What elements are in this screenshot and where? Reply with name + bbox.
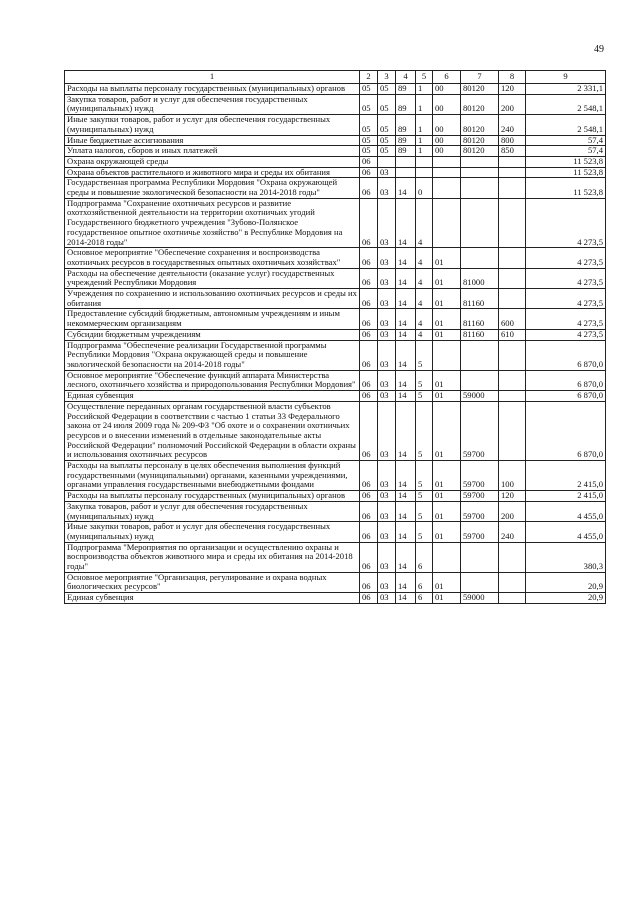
subsection-code-cell: 03: [378, 248, 396, 268]
expense-type-code-cell: [499, 178, 526, 198]
item-name-cell: Расходы на выплаты персоналу государственных (муниципальных) органов: [65, 84, 360, 95]
item-name-cell: Закупка товаров, работ и услуг для обеспечения государственных (муниципальных) нужд: [65, 94, 360, 114]
table-row: [65, 501, 606, 521]
item-name-cell: Подпрограмма "Обеспечение реализации Государственной программы Республики Мордовия "Охрана окружающей среды и повышение экологической безопасности на 2014-2018 годы": [65, 340, 360, 370]
section-code-cell: 06: [360, 401, 378, 460]
table-row: [65, 461, 606, 491]
header-cell: 2: [360, 71, 378, 84]
item-name-cell: Закупка товаров, работ и услуг для обеспечения государственных (муниципальных) нужд: [65, 501, 360, 521]
subprogram-code-cell: 1: [416, 84, 433, 95]
expense-type-code-cell: 100: [499, 461, 526, 491]
subprogram-code-cell: 4: [416, 198, 433, 248]
header-cell: 6: [433, 71, 461, 84]
program-code-cell: 14: [396, 309, 416, 329]
subprogram-code-cell: 5: [416, 491, 433, 502]
program-code-cell: 14: [396, 501, 416, 521]
program-code-cell: 14: [396, 522, 416, 542]
table-row: [65, 522, 606, 542]
event-code-cell: 01: [433, 461, 461, 491]
subsection-code-cell: 03: [378, 593, 396, 604]
program-code-cell: 89: [396, 115, 416, 135]
item-name-cell: Расходы на выплаты персоналу государственных (муниципальных) органов: [65, 491, 360, 502]
event-code-cell: [433, 198, 461, 248]
section-code-cell: 05: [360, 84, 378, 95]
section-code-cell: 06: [360, 198, 378, 248]
event-code-cell: 01: [433, 329, 461, 340]
event-code-cell: 01: [433, 501, 461, 521]
expense-type-code-cell: 120: [499, 491, 526, 502]
table-row: [65, 268, 606, 288]
amount-cell: 4 273,5: [526, 289, 606, 309]
direction-code-cell: 80120: [461, 115, 499, 135]
item-name-cell: Единая субвенция: [65, 391, 360, 402]
section-code-cell: 06: [360, 491, 378, 502]
amount-cell: 6 870,0: [526, 401, 606, 460]
event-code-cell: [433, 178, 461, 198]
event-code-cell: 01: [433, 370, 461, 390]
table-row: [65, 178, 606, 198]
expense-type-code-cell: [499, 370, 526, 390]
table-row: [65, 593, 606, 604]
expense-type-code-cell: 240: [499, 115, 526, 135]
program-code-cell: 14: [396, 370, 416, 390]
direction-code-cell: [461, 542, 499, 572]
section-code-cell: 06: [360, 309, 378, 329]
table-row: [65, 370, 606, 390]
table-row: [65, 309, 606, 329]
amount-cell: 11 523,8: [526, 167, 606, 178]
direction-code-cell: 81160: [461, 309, 499, 329]
amount-cell: 6 870,0: [526, 391, 606, 402]
section-code-cell: 05: [360, 115, 378, 135]
subsection-code-cell: 05: [378, 84, 396, 95]
header-cell: 8: [499, 71, 526, 84]
event-code-cell: 01: [433, 572, 461, 592]
header-cell: 9: [526, 71, 606, 84]
item-name-cell: Субсидии бюджетным учреждениям: [65, 329, 360, 340]
item-name-cell: Государственная программа Республики Мордовия "Охрана окружающей среды и повышение экологической безопасности на 2014-2018 годы": [65, 178, 360, 198]
subprogram-code-cell: 6: [416, 572, 433, 592]
subsection-code-cell: 03: [378, 572, 396, 592]
subsection-code-cell: 03: [378, 167, 396, 178]
subsection-code-cell: [378, 156, 396, 167]
header-cell: 3: [378, 71, 396, 84]
subsection-code-cell: 03: [378, 340, 396, 370]
expense-type-code-cell: [499, 289, 526, 309]
amount-cell: 57,4: [526, 146, 606, 157]
table-row: [65, 198, 606, 248]
program-code-cell: 14: [396, 391, 416, 402]
section-code-cell: 06: [360, 542, 378, 572]
expense-type-code-cell: 120: [499, 84, 526, 95]
table-row: [65, 391, 606, 402]
direction-code-cell: [461, 167, 499, 178]
event-code-cell: 00: [433, 84, 461, 95]
program-code-cell: 14: [396, 572, 416, 592]
event-code-cell: 01: [433, 248, 461, 268]
expense-type-code-cell: 610: [499, 329, 526, 340]
table-row: [65, 94, 606, 114]
expense-type-code-cell: [499, 248, 526, 268]
expense-type-code-cell: 850: [499, 146, 526, 157]
event-code-cell: [433, 340, 461, 370]
expense-type-code-cell: 240: [499, 522, 526, 542]
direction-code-cell: [461, 178, 499, 198]
section-code-cell: 06: [360, 289, 378, 309]
event-code-cell: 00: [433, 146, 461, 157]
header-cell: 4: [396, 71, 416, 84]
table-row: [65, 156, 606, 167]
table-row: [65, 572, 606, 592]
amount-cell: 4 273,5: [526, 268, 606, 288]
amount-cell: 6 870,0: [526, 340, 606, 370]
event-code-cell: 01: [433, 593, 461, 604]
subprogram-code-cell: 6: [416, 593, 433, 604]
section-code-cell: 06: [360, 572, 378, 592]
amount-cell: 6 870,0: [526, 370, 606, 390]
program-code-cell: 14: [396, 329, 416, 340]
subprogram-code-cell: 5: [416, 391, 433, 402]
amount-cell: 380,3: [526, 542, 606, 572]
subsection-code-cell: 05: [378, 146, 396, 157]
expense-type-code-cell: [499, 572, 526, 592]
direction-code-cell: [461, 198, 499, 248]
event-code-cell: [433, 156, 461, 167]
direction-code-cell: [461, 572, 499, 592]
program-code-cell: 14: [396, 542, 416, 572]
program-code-cell: 89: [396, 135, 416, 146]
subprogram-code-cell: 5: [416, 340, 433, 370]
direction-code-cell: 59700: [461, 522, 499, 542]
header-row: [65, 71, 606, 84]
subsection-code-cell: 03: [378, 309, 396, 329]
table-row: [65, 248, 606, 268]
event-code-cell: [433, 167, 461, 178]
item-name-cell: Учреждения по сохранению и использованию охотничьих ресурсов и среды их обитания: [65, 289, 360, 309]
subsection-code-cell: 05: [378, 135, 396, 146]
table-row: [65, 84, 606, 95]
amount-cell: 2 415,0: [526, 491, 606, 502]
amount-cell: 11 523,8: [526, 178, 606, 198]
direction-code-cell: 59700: [461, 401, 499, 460]
expense-type-code-cell: 200: [499, 501, 526, 521]
subsection-code-cell: 05: [378, 94, 396, 114]
section-code-cell: 05: [360, 94, 378, 114]
amount-cell: 2 548,1: [526, 115, 606, 135]
table-row: [65, 146, 606, 157]
item-name-cell: Основное мероприятие "Организация, регулирование и охрана водных биологических ресурсов": [65, 572, 360, 592]
subsection-code-cell: 03: [378, 268, 396, 288]
subprogram-code-cell: [416, 156, 433, 167]
program-code-cell: 14: [396, 401, 416, 460]
direction-code-cell: [461, 156, 499, 167]
item-name-cell: Иные закупки товаров, работ и услуг для обеспечения государственных (муниципальных) нужд: [65, 522, 360, 542]
direction-code-cell: 80120: [461, 135, 499, 146]
subsection-code-cell: 03: [378, 370, 396, 390]
section-code-cell: 06: [360, 268, 378, 288]
item-name-cell: Расходы на выплаты персоналу в целях обеспечения выполнения функций государственными (муниципальными) органами, казенными учреждениями, органами управления государственными внебюджетными фондами: [65, 461, 360, 491]
subprogram-code-cell: 4: [416, 309, 433, 329]
item-name-cell: Уплата налогов, сборов и иных платежей: [65, 146, 360, 157]
section-code-cell: 06: [360, 248, 378, 268]
direction-code-cell: 81160: [461, 289, 499, 309]
program-code-cell: 14: [396, 289, 416, 309]
event-code-cell: 01: [433, 401, 461, 460]
expense-type-code-cell: [499, 391, 526, 402]
amount-cell: 11 523,8: [526, 156, 606, 167]
amount-cell: 20,9: [526, 593, 606, 604]
subsection-code-cell: 03: [378, 289, 396, 309]
direction-code-cell: 59700: [461, 501, 499, 521]
subprogram-code-cell: 5: [416, 522, 433, 542]
subprogram-code-cell: 5: [416, 401, 433, 460]
subprogram-code-cell: 5: [416, 461, 433, 491]
program-code-cell: 14: [396, 461, 416, 491]
item-name-cell: Подпрограмма "Мероприятия по организации и осуществлению охраны и воспроизводства объектов животного мира и среды их обитания на 2014-2018 годы": [65, 542, 360, 572]
subprogram-code-cell: 1: [416, 115, 433, 135]
program-code-cell: 14: [396, 178, 416, 198]
amount-cell: 4 273,5: [526, 309, 606, 329]
section-code-cell: 05: [360, 146, 378, 157]
expense-type-code-cell: [499, 593, 526, 604]
subsection-code-cell: 03: [378, 461, 396, 491]
expense-type-code-cell: [499, 542, 526, 572]
program-code-cell: 14: [396, 248, 416, 268]
table-row: [65, 135, 606, 146]
amount-cell: 57,4: [526, 135, 606, 146]
table-row: [65, 167, 606, 178]
item-name-cell: Охрана окружающей среды: [65, 156, 360, 167]
amount-cell: 20,9: [526, 572, 606, 592]
section-code-cell: 06: [360, 329, 378, 340]
subsection-code-cell: 03: [378, 178, 396, 198]
direction-code-cell: 80120: [461, 146, 499, 157]
item-name-cell: Иные бюджетные ассигнования: [65, 135, 360, 146]
event-code-cell: 01: [433, 391, 461, 402]
direction-code-cell: 81000: [461, 268, 499, 288]
amount-cell: 4 273,5: [526, 329, 606, 340]
event-code-cell: 00: [433, 135, 461, 146]
section-code-cell: 06: [360, 593, 378, 604]
event-code-cell: 01: [433, 268, 461, 288]
subsection-code-cell: 03: [378, 401, 396, 460]
amount-cell: 4 273,5: [526, 198, 606, 248]
section-code-cell: 06: [360, 501, 378, 521]
expense-type-code-cell: [499, 167, 526, 178]
direction-code-cell: 59000: [461, 391, 499, 402]
amount-cell: 4 455,0: [526, 522, 606, 542]
subprogram-code-cell: 4: [416, 248, 433, 268]
table-row: [65, 289, 606, 309]
item-name-cell: Основное мероприятие "Обеспечение функций аппарата Министерства лесного, охотничьего хозяйства и природопользования Республики Мордовия": [65, 370, 360, 390]
subsection-code-cell: 03: [378, 329, 396, 340]
page-number: 49: [594, 44, 604, 55]
subprogram-code-cell: 5: [416, 370, 433, 390]
program-code-cell: 14: [396, 198, 416, 248]
item-name-cell: Предоставление субсидий бюджетным, автономным учреждениям и иным некоммерческим организациям: [65, 309, 360, 329]
expense-type-code-cell: [499, 156, 526, 167]
subsection-code-cell: 03: [378, 542, 396, 572]
amount-cell: 4 273,5: [526, 248, 606, 268]
subsection-code-cell: 03: [378, 198, 396, 248]
section-code-cell: 06: [360, 340, 378, 370]
subprogram-code-cell: 4: [416, 268, 433, 288]
event-code-cell: 01: [433, 309, 461, 329]
amount-cell: 2 548,1: [526, 94, 606, 114]
direction-code-cell: [461, 370, 499, 390]
subprogram-code-cell: 4: [416, 289, 433, 309]
header-cell: 5: [416, 71, 433, 84]
expense-type-code-cell: 800: [499, 135, 526, 146]
program-code-cell: 89: [396, 146, 416, 157]
section-code-cell: 05: [360, 135, 378, 146]
section-code-cell: 06: [360, 522, 378, 542]
direction-code-cell: 59700: [461, 491, 499, 502]
event-code-cell: 00: [433, 115, 461, 135]
direction-code-cell: 80120: [461, 84, 499, 95]
subprogram-code-cell: 6: [416, 542, 433, 572]
program-code-cell: [396, 167, 416, 178]
program-code-cell: 89: [396, 84, 416, 95]
subprogram-code-cell: 1: [416, 94, 433, 114]
subsection-code-cell: 03: [378, 522, 396, 542]
table-row: [65, 115, 606, 135]
item-name-cell: Иные закупки товаров, работ и услуг для обеспечения государственных (муниципальных) нужд: [65, 115, 360, 135]
direction-code-cell: 81160: [461, 329, 499, 340]
direction-code-cell: [461, 248, 499, 268]
subsection-code-cell: 05: [378, 115, 396, 135]
subsection-code-cell: 03: [378, 501, 396, 521]
item-name-cell: Расходы на обеспечение деятельности (оказание услуг) государственных учреждений Республики Мордовия: [65, 268, 360, 288]
direction-code-cell: 59700: [461, 461, 499, 491]
table-row: [65, 329, 606, 340]
section-code-cell: 06: [360, 461, 378, 491]
table-row: [65, 401, 606, 460]
section-code-cell: 06: [360, 156, 378, 167]
subprogram-code-cell: 1: [416, 135, 433, 146]
program-code-cell: 14: [396, 268, 416, 288]
table-row: [65, 491, 606, 502]
program-code-cell: 14: [396, 593, 416, 604]
section-code-cell: 06: [360, 391, 378, 402]
amount-cell: 2 415,0: [526, 461, 606, 491]
subprogram-code-cell: 5: [416, 501, 433, 521]
item-name-cell: Осуществление переданных органам государственной власти субъектов Российской Федерации в соответствии с частью 1 статьи 33 Федерального закона от 24 июля 2009 года № 209-ФЗ "Об охоте и о сохранении охотничьих ресурсов и о внесении изменений в отдельные законодательные акты Российской Федерации" полномочий Российской Федерации в области охраны и использования охотничьих ресурсов: [65, 401, 360, 460]
expense-type-code-cell: [499, 340, 526, 370]
subprogram-code-cell: 4: [416, 329, 433, 340]
event-code-cell: 01: [433, 491, 461, 502]
expense-type-code-cell: 600: [499, 309, 526, 329]
table-row: [65, 340, 606, 370]
expense-type-code-cell: [499, 401, 526, 460]
subprogram-code-cell: [416, 167, 433, 178]
item-name-cell: Основное мероприятие "Обеспечение сохранения и воспроизводства охотничьих ресурсов в государственных опытных охотничьих хозяйствах": [65, 248, 360, 268]
subsection-code-cell: 03: [378, 391, 396, 402]
program-code-cell: [396, 156, 416, 167]
expense-type-code-cell: [499, 268, 526, 288]
direction-code-cell: 80120: [461, 94, 499, 114]
subsection-code-cell: 03: [378, 491, 396, 502]
subprogram-code-cell: 0: [416, 178, 433, 198]
amount-cell: 4 455,0: [526, 501, 606, 521]
item-name-cell: Единая субвенция: [65, 593, 360, 604]
program-code-cell: 14: [396, 491, 416, 502]
amount-cell: 2 331,1: [526, 84, 606, 95]
program-code-cell: 89: [396, 94, 416, 114]
direction-code-cell: [461, 340, 499, 370]
event-code-cell: 00: [433, 94, 461, 114]
section-code-cell: 06: [360, 167, 378, 178]
direction-code-cell: 59000: [461, 593, 499, 604]
event-code-cell: 01: [433, 522, 461, 542]
expense-type-code-cell: 200: [499, 94, 526, 114]
program-code-cell: 14: [396, 340, 416, 370]
header-cell: 1: [65, 71, 360, 84]
header-cell: 7: [461, 71, 499, 84]
item-name-cell: Подпрограмма "Сохранение охотничьих ресурсов и развитие охотхозяйственной деятельности на территории охотничьих угодий Государственного бюджетного учреждения "Зубово-Полянское государственное опытное охотничье хозяйство" в Республике Мордовия на 2014-2018 годы": [65, 198, 360, 248]
event-code-cell: 01: [433, 289, 461, 309]
table-row: [65, 542, 606, 572]
section-code-cell: 06: [360, 178, 378, 198]
expense-type-code-cell: [499, 198, 526, 248]
section-code-cell: 06: [360, 370, 378, 390]
event-code-cell: [433, 542, 461, 572]
subprogram-code-cell: 1: [416, 146, 433, 157]
item-name-cell: Охрана объектов растительного и животного мира и среды их обитания: [65, 167, 360, 178]
budget-table: [64, 70, 606, 604]
